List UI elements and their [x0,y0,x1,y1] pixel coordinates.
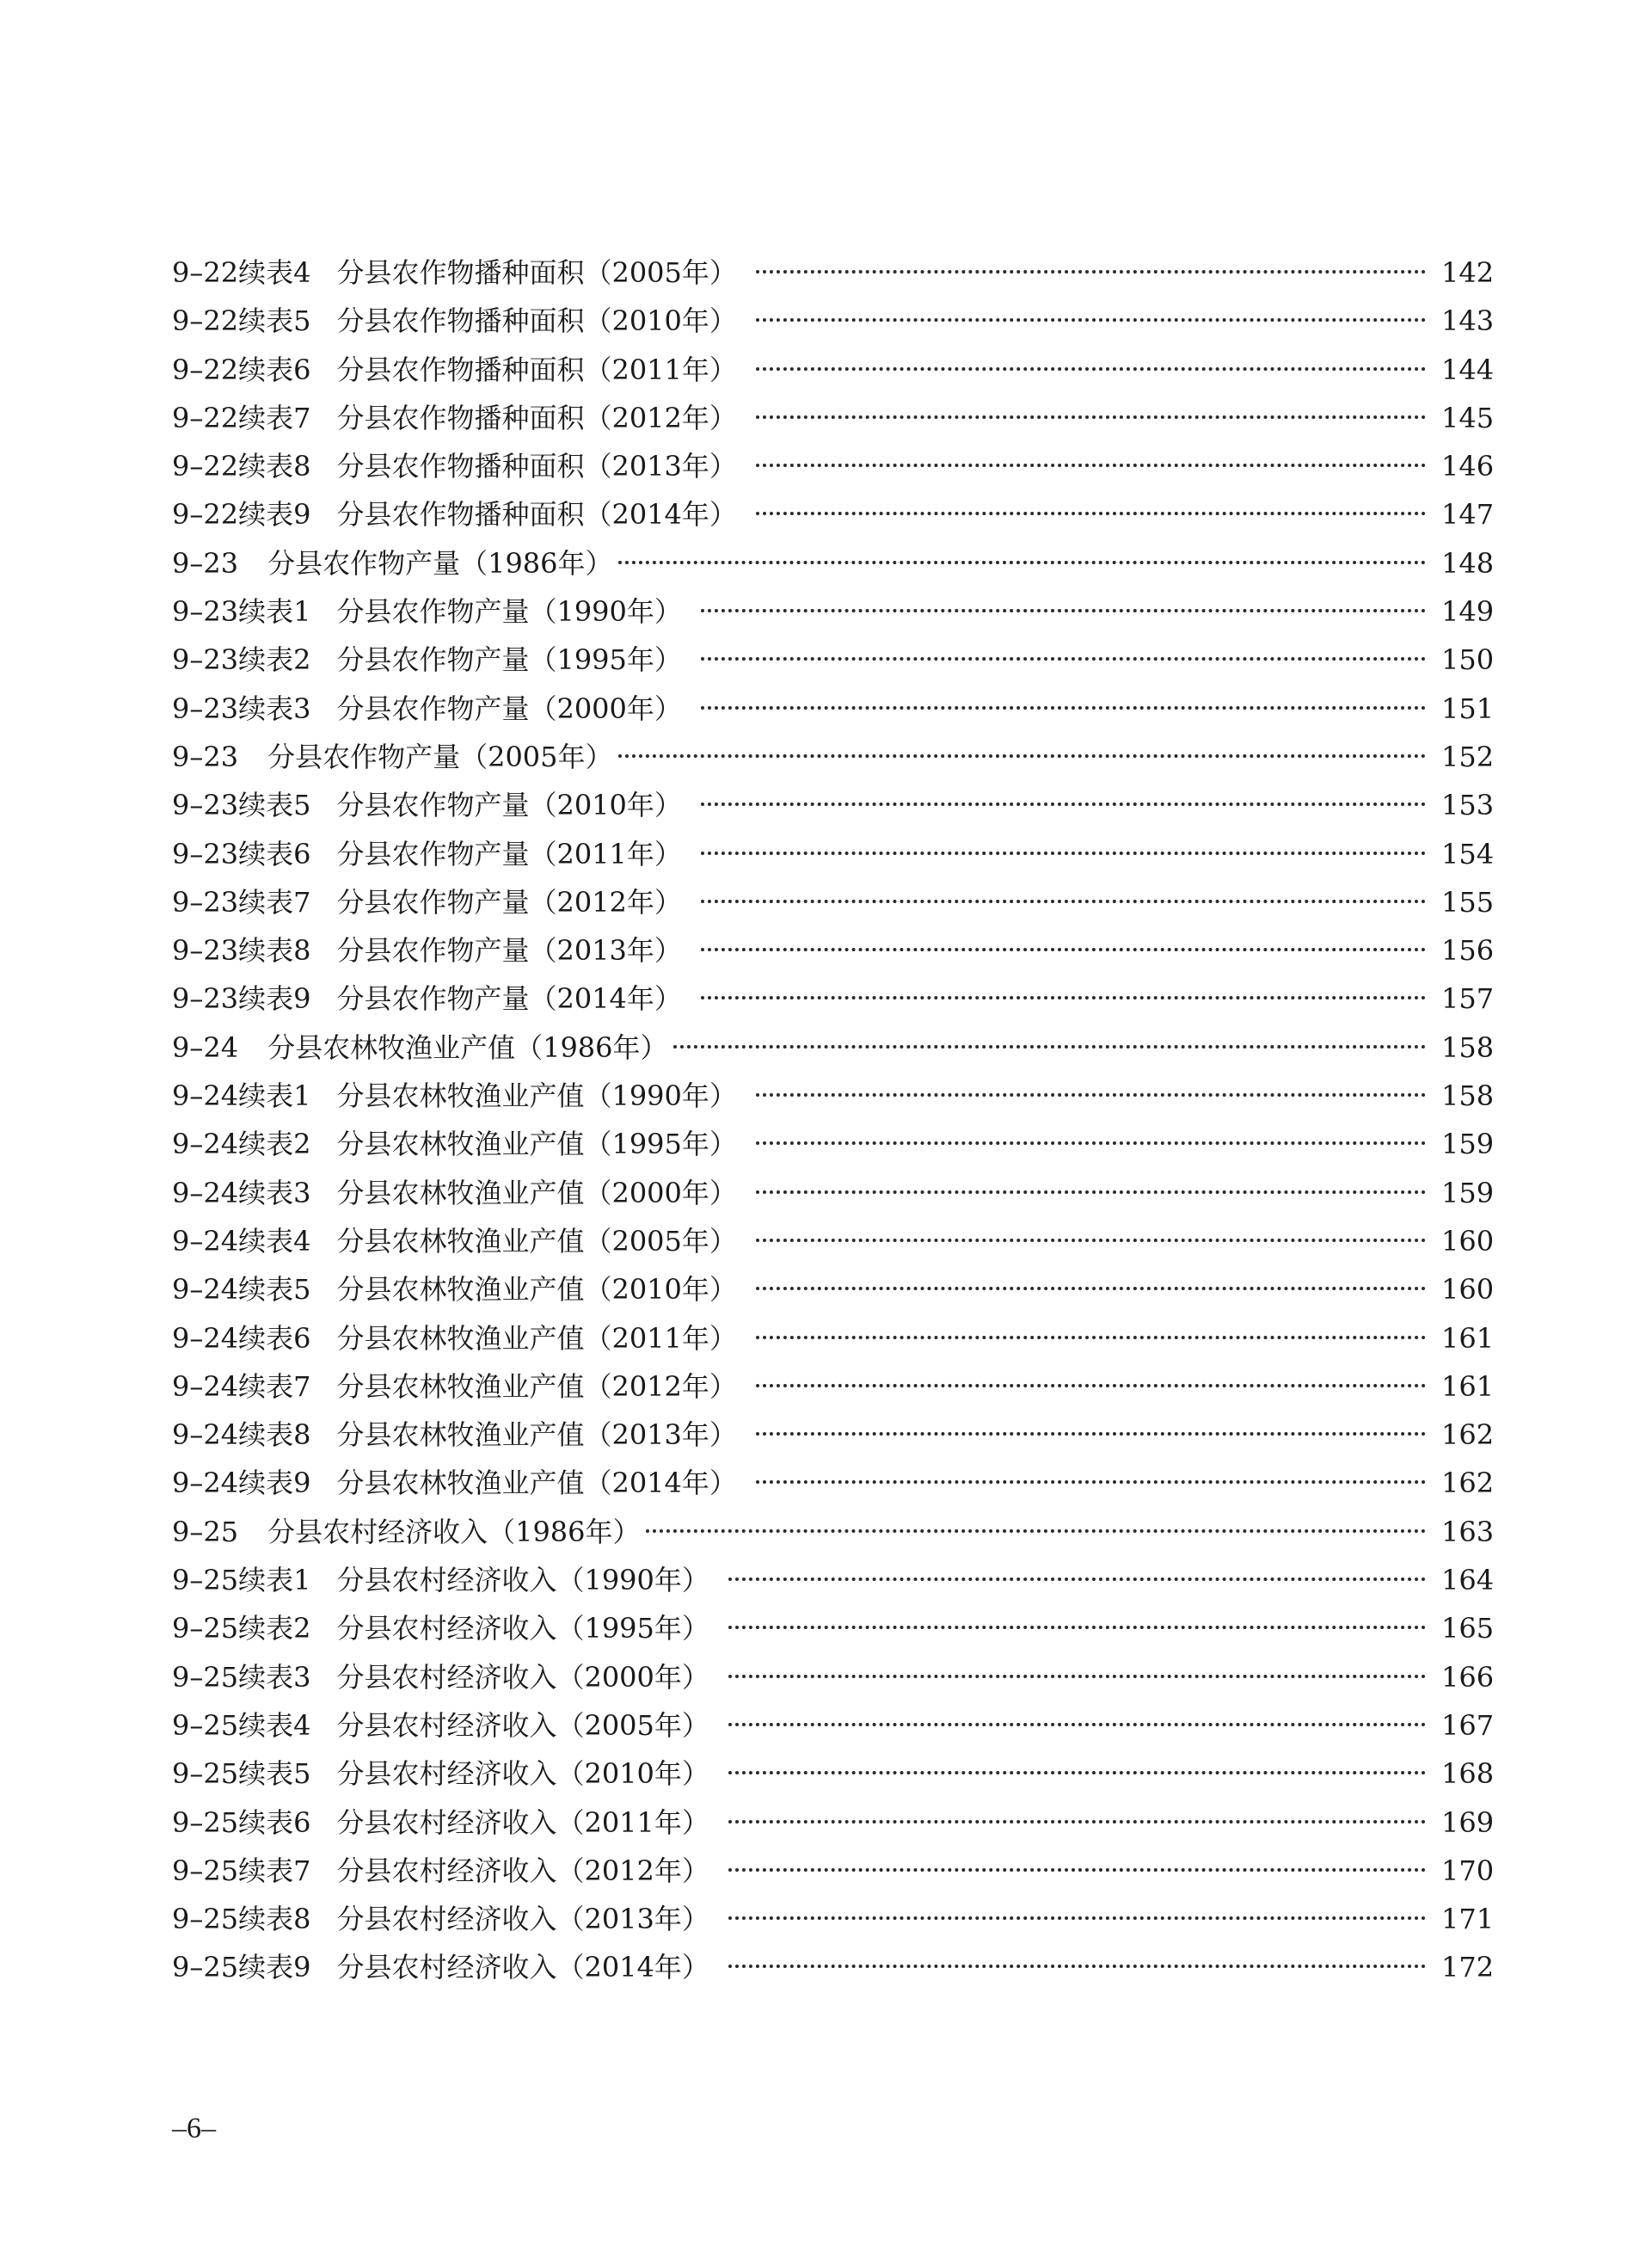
dot-leader [701,706,1426,710]
toc-entry-page-number: 151 [1441,692,1495,725]
toc-entry-page-number: 160 [1441,1273,1495,1307]
toc-entry[interactable] [172,1799,1495,1847]
dot-leader [756,1141,1426,1145]
toc-entry-page-number: 170 [1441,1854,1495,1887]
toc-entry-page-number: 145 [1441,401,1495,434]
toc-entry-code: 9–25续表3 [172,1660,311,1694]
toc-entry-page-number: 167 [1441,1708,1495,1742]
toc-entry[interactable] [172,1072,1495,1120]
toc-entry-code: 9–22续表6 [172,353,311,386]
toc-entry-title: 分县农作物产量（2013年） [336,934,682,968]
toc-entry-code: 9–25续表6 [172,1805,311,1839]
toc-entry[interactable] [172,1604,1495,1652]
toc-entry[interactable] [172,878,1495,926]
toc-entry[interactable] [172,490,1495,538]
dot-leader [728,1771,1426,1774]
toc-entry-title: 分县农林牧渔业产值（1990年） [336,1079,737,1113]
toc-entry-page-number: 146 [1441,450,1495,483]
dot-leader [701,996,1426,999]
toc-entry-code: 9–22续表5 [172,304,311,338]
toc-entry-title: 分县农作物播种面积（2010年） [336,304,737,338]
dot-leader [701,657,1426,661]
toc-entry-code: 9–22续表4 [172,256,311,289]
toc-entry-code: 9–23续表6 [172,837,311,870]
toc-entry-title: 分县农林牧渔业产值（1986年） [267,1030,668,1064]
toc-entry-code: 9–25 [172,1515,239,1548]
toc-entry-page-number: 158 [1441,1079,1495,1113]
toc-entry-title: 分县农作物产量（2014年） [336,982,682,1016]
dot-leader [756,367,1426,371]
toc-entry-page-number: 159 [1441,1176,1495,1209]
toc-entry-title: 分县农村经济收入（1986年） [267,1515,641,1548]
toc-entry-code: 9–23续表5 [172,789,311,822]
toc-entry[interactable] [172,1943,1495,1991]
toc-entry-title: 分县农村经济收入（1995年） [336,1612,709,1645]
toc-entry[interactable] [172,1265,1495,1313]
toc-entry[interactable] [172,1556,1495,1604]
dot-leader [618,561,1426,564]
toc-entry-code: 9–24续表3 [172,1176,311,1209]
dot-leader [728,1675,1426,1678]
page-number-footer: –6– [172,2112,216,2144]
toc-entry-code: 9–25续表8 [172,1903,311,1936]
dot-leader [756,415,1426,419]
toc-entry-code: 9–24 [172,1030,239,1064]
dot-leader [756,464,1426,467]
toc-entry-title: 分县农村经济收入（2005年） [336,1708,709,1742]
toc-entry-title: 分县农作物产量（2005年） [267,740,613,773]
toc-entry[interactable] [172,830,1495,878]
toc-entry[interactable] [172,1217,1495,1265]
toc-entry-code: 9–25续表2 [172,1612,311,1645]
toc-entry-code: 9–25续表5 [172,1757,311,1791]
toc-entry-page-number: 161 [1441,1321,1495,1355]
dot-leader [728,1916,1426,1920]
toc-entry-code: 9–23续表1 [172,595,311,629]
toc-entry-code: 9–23续表8 [172,934,311,968]
dot-leader [756,1480,1426,1484]
toc-entry-code: 9–25续表7 [172,1854,311,1887]
toc-entry-title: 分县农作物播种面积（2005年） [336,256,737,289]
toc-entry-code: 9–24续表5 [172,1273,311,1307]
dot-leader [701,852,1426,855]
toc-entry-page-number: 158 [1441,1030,1495,1064]
toc-entry-title: 分县农作物产量（1986年） [267,546,613,580]
toc-entry-page-number: 162 [1441,1418,1495,1452]
dot-leader [756,1336,1426,1339]
toc-entry-code: 9–25续表4 [172,1708,311,1742]
toc-entry-title: 分县农林牧渔业产值（2000年） [336,1176,737,1209]
toc-entry[interactable] [172,1847,1495,1895]
toc-entry-code: 9–25续表1 [172,1564,311,1597]
toc-entry-page-number: 149 [1441,595,1495,629]
toc-entry-title: 分县农作物产量（1990年） [336,595,682,629]
toc-entry-page-number: 164 [1441,1564,1495,1597]
toc-entry-title: 分县农林牧渔业产值（1995年） [336,1128,737,1161]
dot-leader [756,270,1426,274]
toc-entry[interactable] [172,1024,1495,1072]
dot-leader [756,1239,1426,1242]
toc-entry[interactable] [172,1750,1495,1798]
toc-entry-code: 9–25续表9 [172,1951,311,1984]
toc-entry[interactable] [172,1895,1495,1943]
toc-entry[interactable] [172,1169,1495,1217]
toc-entry[interactable] [172,1508,1495,1556]
toc-entry-code: 9–22续表9 [172,498,311,532]
toc-entry-page-number: 168 [1441,1757,1495,1791]
toc-entry-title: 分县农作物播种面积（2012年） [336,401,737,434]
toc-entry-code: 9–24续表8 [172,1418,311,1452]
toc-entry[interactable] [172,733,1495,781]
toc-entry-title: 分县农作物产量（2011年） [336,837,682,870]
toc-entry-title: 分县农村经济收入（2011年） [336,1805,709,1839]
toc-entry[interactable] [172,1314,1495,1362]
toc-entry-page-number: 144 [1441,353,1495,386]
dot-leader [728,1723,1426,1726]
dot-leader [618,754,1426,758]
toc-entry-title: 分县农作物产量（2012年） [336,885,682,919]
toc-entry-code: 9–23续表2 [172,643,311,677]
toc-entry[interactable] [172,1701,1495,1750]
toc-entry-page-number: 165 [1441,1612,1495,1645]
dot-leader [701,803,1426,806]
toc-entry-page-number: 152 [1441,740,1495,773]
toc-entry-title: 分县农林牧渔业产值（2010年） [336,1273,737,1307]
toc-entry-title: 分县农村经济收入（2013年） [336,1903,709,1936]
toc-entry[interactable] [172,636,1495,684]
toc-entry-code: 9–22续表8 [172,450,311,483]
dot-leader [756,1384,1426,1387]
toc-entry-title: 分县农村经济收入（1990年） [336,1564,709,1597]
toc-entry-page-number: 154 [1441,837,1495,870]
toc-entry[interactable] [172,781,1495,829]
dot-leader [728,1577,1426,1581]
toc-entry-code: 9–23续表7 [172,885,311,919]
toc-entry-code: 9–23 [172,546,239,580]
toc-entry-code: 9–24续表9 [172,1467,311,1500]
toc-entry[interactable] [172,926,1495,975]
toc-entry-page-number: 155 [1441,885,1495,919]
toc-entry-code: 9–24续表4 [172,1224,311,1258]
toc-entry[interactable] [172,587,1495,636]
toc-entry[interactable] [172,539,1495,587]
toc-entry-page-number: 166 [1441,1660,1495,1694]
dot-leader [701,948,1426,951]
toc-entry-page-number: 156 [1441,934,1495,968]
toc-entry-page-number: 148 [1441,546,1495,580]
toc-entry-page-number: 150 [1441,643,1495,677]
toc-entry-page-number: 160 [1441,1224,1495,1258]
dot-leader [728,1626,1426,1629]
toc-entry-code: 9–24续表7 [172,1369,311,1403]
toc-entry[interactable] [172,1120,1495,1168]
toc-entry-code: 9–23续表9 [172,982,311,1016]
toc-entry-page-number: 142 [1441,256,1495,289]
toc-entry-title: 分县农作物产量（2000年） [336,692,682,725]
dot-leader [756,318,1426,322]
toc-entry[interactable] [172,297,1495,345]
toc-entry-title: 分县农林牧渔业产值（2014年） [336,1467,737,1500]
dot-leader [756,1190,1426,1194]
toc-entry-code: 9–23续表3 [172,692,311,725]
toc-entry-title: 分县农村经济收入（2000年） [336,1660,709,1694]
dot-leader [646,1529,1426,1533]
dot-leader [756,1432,1426,1436]
toc-entry-page-number: 169 [1441,1805,1495,1839]
toc-entry-title: 分县农作物播种面积（2014年） [336,498,737,532]
toc-entry-title: 分县农林牧渔业产值（2011年） [336,1321,737,1355]
toc-entry-page-number: 157 [1441,982,1495,1016]
dot-leader [701,900,1426,903]
toc-entry-title: 分县农作物产量（1995年） [336,643,682,677]
toc-entry-code: 9–24续表6 [172,1321,311,1355]
toc-entry-title: 分县农作物播种面积（2013年） [336,450,737,483]
toc-entry[interactable] [172,685,1495,733]
toc-entry-title: 分县农村经济收入（2010年） [336,1757,709,1791]
dot-leader [728,1868,1426,1872]
toc-entry-page-number: 159 [1441,1128,1495,1161]
toc-entry[interactable] [172,1362,1495,1411]
toc-entry-page-number: 143 [1441,304,1495,338]
toc-entry-title: 分县农村经济收入（2014年） [336,1951,709,1984]
toc-entry-page-number: 171 [1441,1903,1495,1936]
toc-entry-title: 分县农林牧渔业产值（2013年） [336,1418,737,1452]
dot-leader [673,1045,1426,1049]
toc-entry-title: 分县农作物播种面积（2011年） [336,353,737,386]
toc-entry[interactable] [172,975,1495,1023]
toc-entry-code: 9–24续表1 [172,1079,311,1113]
dot-leader [756,512,1426,515]
toc-entry-title: 分县农村经济收入（2012年） [336,1854,709,1887]
toc-entry-code: 9–23 [172,740,239,773]
toc-entry-page-number: 161 [1441,1369,1495,1403]
toc-entry[interactable] [172,1459,1495,1507]
toc-entry-title: 分县农林牧渔业产值（2012年） [336,1369,737,1403]
toc-entry-title: 分县农林牧渔业产值（2005年） [336,1224,737,1258]
toc-entry[interactable] [172,394,1495,442]
dot-leader [756,1287,1426,1290]
toc-entry-page-number: 172 [1441,1951,1495,1984]
toc-entry[interactable] [172,346,1495,394]
toc-entry[interactable] [172,442,1495,490]
toc-entry[interactable] [172,249,1495,297]
toc-entry[interactable] [172,1653,1495,1701]
toc-entry-page-number: 147 [1441,498,1495,532]
toc-entry-title: 分县农作物产量（2010年） [336,789,682,822]
toc-entry-code: 9–24续表2 [172,1128,311,1161]
dot-leader [728,1820,1426,1823]
toc-entry[interactable] [172,1411,1495,1459]
dot-leader [701,609,1426,612]
toc-entry-page-number: 163 [1441,1515,1495,1548]
toc-entry-code: 9–22续表7 [172,401,311,434]
toc-entry-page-number: 162 [1441,1467,1495,1500]
dot-leader [728,1965,1426,1968]
table-of-contents [172,249,1495,1992]
dot-leader [756,1093,1426,1097]
toc-entry-page-number: 153 [1441,789,1495,822]
